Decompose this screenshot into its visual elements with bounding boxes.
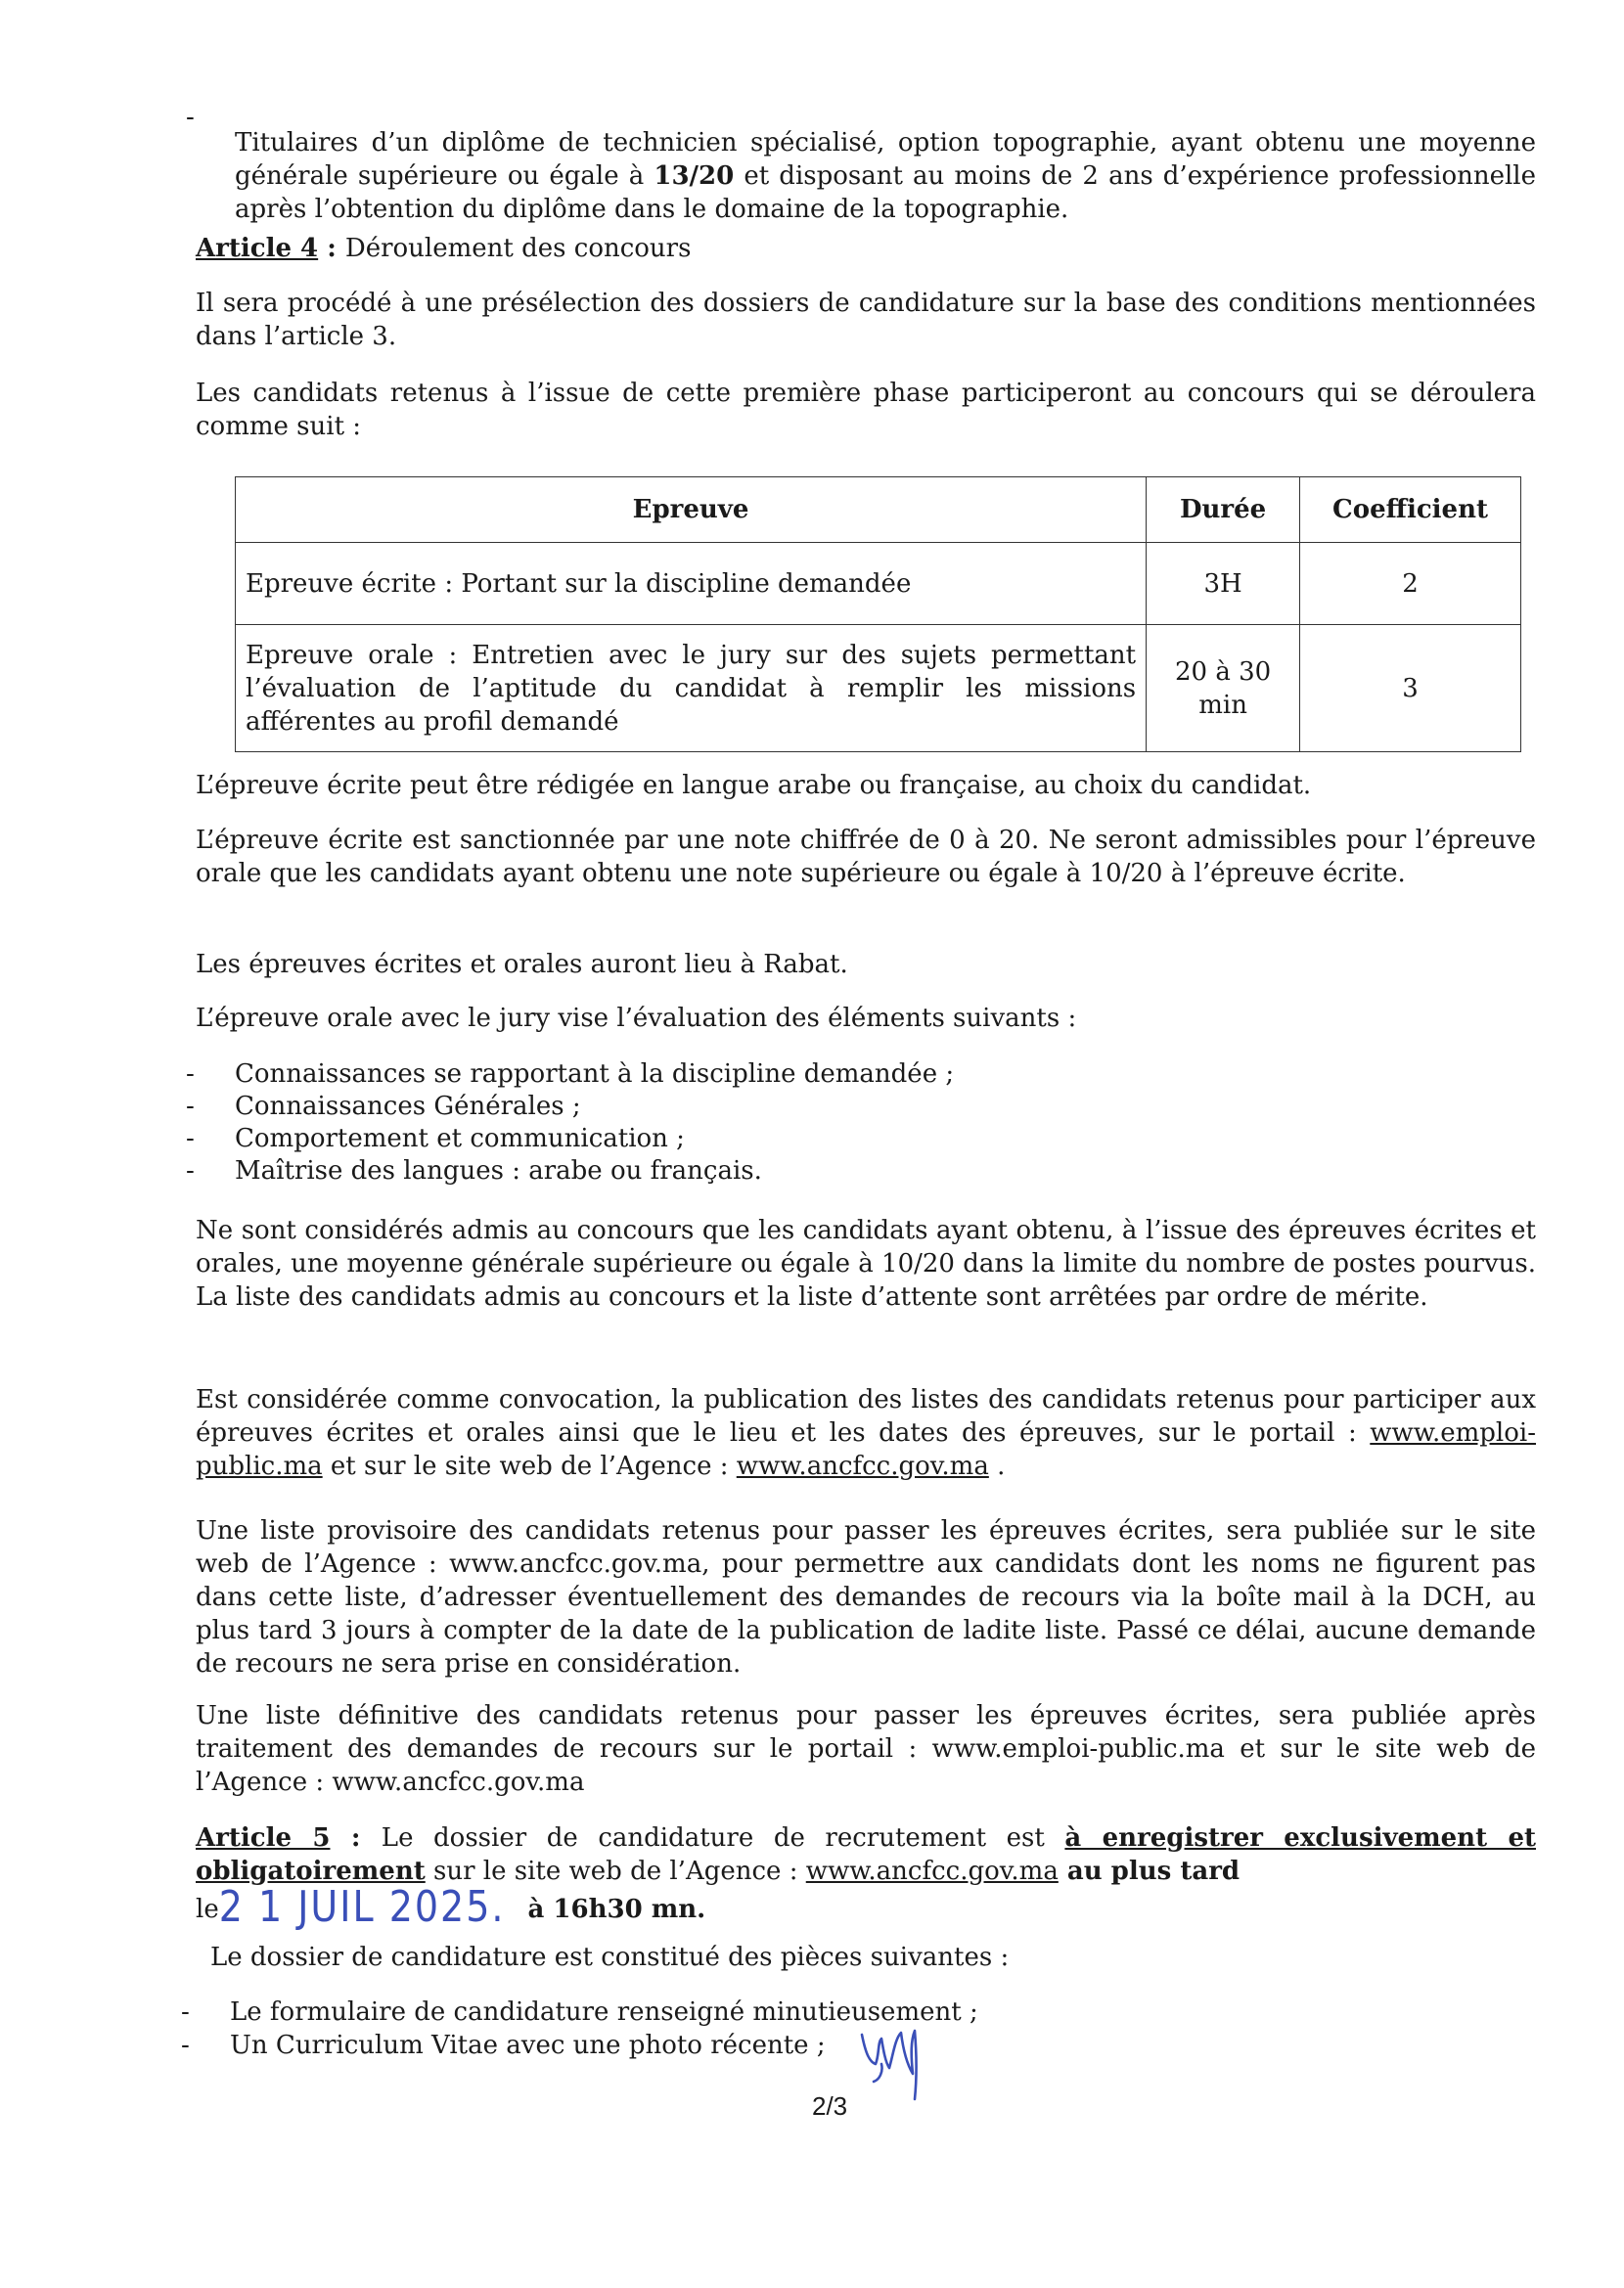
paragraph-langue: L’épreuve écrite peut être rédigée en langue arabe ou française, au choix du candidat. (196, 771, 1312, 800)
bullet-dash: - (181, 2031, 190, 2060)
bullet-dash: - (181, 1997, 190, 2027)
paragraph-admis: Ne sont considérés admis au concours que les candidats ayant obtenu, à l’issue des épreuves écrites et orales, une moyenne générale supérieure ou égale à 10/20 dans la limite du nombre de postes pourvus. La liste des candidats admis au concours et la liste d’attente sont arrêtées par ordre de mérite. (196, 1216, 1536, 1312)
table-header-duree: Durée (1147, 477, 1300, 543)
link-emploi-public[interactable]: www.emploi-public.ma (196, 1418, 1536, 1481)
bullet-dash: - (186, 103, 195, 132)
table-header-epreuve: Epreuve (236, 477, 1147, 543)
handwritten-date-stamp: 2 1 JUIL 2025. (218, 1881, 506, 1932)
deadline-time: à 16h30 mn. (519, 1895, 706, 1924)
deadline-le: le (196, 1895, 219, 1924)
article-5-paragraph: Article 5 : Le dossier de candidature de recrutement est à enregistrer exclusivement et obligatoirement sur le site web de l’Agence : www.ancfcc.gov.ma au plus tard (196, 1823, 1536, 1886)
paragraph-provisoire: Une liste provisoire des candidats retenus pour passer les épreuves écrites, sera publiée sur le site web de l’Agence : www.ancfcc.gov.ma, pour permettre aux candidats dont les noms ne figurent pas dans cette liste, d’adresser éventuellement des demandes de recours via la boîte mail à la DCH, au plus tard 3 jours à compter de la date de la publication de ladite liste. Passé ce délai, aucune demande de recours ne sera prise en considération. (196, 1516, 1536, 1679)
table-cell-coefficient: 2 (1300, 543, 1521, 625)
article-5-label: Article 5 (196, 1823, 331, 1853)
table-header-row (236, 477, 1521, 543)
intro-bullet-text: Titulaires d’un diplôme de technicien spécialisé, option topographie, ayant obtenu une moyenne générale supérieure ou égale à 13/20 et disposant au moins de 2 ans d’expérience professionnelle après l’obtention du diplôme dans le domaine de la topographie. (235, 128, 1537, 224)
table-cell-coefficient: 3 (1300, 625, 1521, 752)
list-item: Un Curriculum Vitae avec une photo récente ; (230, 2031, 826, 2060)
list-item: Maîtrise des langues : arabe ou français. (235, 1156, 762, 1186)
bullet-dash: - (186, 1092, 195, 1121)
list-item: Comportement et communication ; (235, 1124, 685, 1153)
article-4-title: Déroulement des concours (344, 234, 692, 263)
bullet-dash: - (186, 1156, 195, 1186)
table-row (236, 625, 1521, 752)
table-row (236, 543, 1521, 625)
list-item: Connaissances Générales ; (235, 1092, 581, 1121)
table-header-coefficient: Coefficient (1300, 477, 1521, 543)
article-4-paragraph-2: Les candidats retenus à l’issue de cette première phase participeront au concours qui se déroulera comme suit : (196, 379, 1536, 441)
bullet-dash: - (186, 1124, 195, 1153)
list-item: Le formulaire de candidature renseigné minutieusement ; (230, 1997, 978, 2027)
table-cell-duree: 20 à 30 min (1147, 625, 1300, 752)
article-4-label: Article 4 (196, 234, 319, 263)
link-ancfcc-article5[interactable]: www.ancfcc.gov.ma (805, 1857, 1059, 1886)
deadline-line (196, 1881, 706, 1932)
bullet-dash: - (186, 1059, 195, 1089)
paragraph-lieu: Les épreuves écrites et orales auront lieu à Rabat. (196, 950, 848, 979)
exam-table (235, 476, 1521, 752)
list-item: Connaissances se rapportant à la discipline demandée ; (235, 1059, 955, 1089)
pieces-intro: Le dossier de candidature est constitué des pièces suivantes : (210, 1943, 1010, 1972)
paragraph-definitive: Une liste définitive des candidats retenus pour passer les épreuves écrites, sera publiée après traitement des demandes de recours sur le portail : www.emploi-public.ma et sur le site web de l’Agence : www.ancfcc.gov.ma (196, 1701, 1536, 1797)
table-cell-duree: 3H (1147, 543, 1300, 625)
paragraph-oral-intro: L’épreuve orale avec le jury vise l’évaluation des éléments suivants : (196, 1004, 1077, 1033)
grade-threshold: 13/20 (654, 161, 735, 191)
page-number: 2/3 (812, 2091, 848, 2121)
paragraph-note: L’épreuve écrite est sanctionnée par une note chiffrée de 0 à 20. Ne seront admissibles pour l’épreuve orale que les candidats ayant obtenu une note supérieure ou égale à 10/20 à l’épreuve écrite. (196, 826, 1536, 888)
table-cell-epreuve: Epreuve orale : Entretien avec le jury sur des sujets permettant l’évaluation de l’aptitude du candidat à remplir les missions afférentes au profil demandé (236, 625, 1147, 752)
article-4-heading: Article 4 : Déroulement des concours (196, 234, 692, 263)
link-ancfcc[interactable]: www.ancfcc.gov.ma (736, 1452, 989, 1481)
article-5-emphasis: à enregistrer exclusivement et obligatoirement (196, 1823, 1536, 1886)
article-4-paragraph-1: Il sera procédé à une présélection des dossiers de candidature sur la base des conditions mentionnées dans l’article 3. (196, 289, 1536, 351)
handwritten-initials-signature (856, 2025, 925, 2103)
table-cell-epreuve: Epreuve écrite : Portant sur la discipline demandée (236, 543, 1147, 625)
paragraph-convocation: Est considérée comme convocation, la publication des listes des candidats retenus pour participer aux épreuves écrites et orales ainsi que le lieu et les dates des épreuves, sur le portail : www.emploi-public.ma et sur le site web de l’Agence : www.ancfcc.gov.ma . (196, 1385, 1536, 1481)
